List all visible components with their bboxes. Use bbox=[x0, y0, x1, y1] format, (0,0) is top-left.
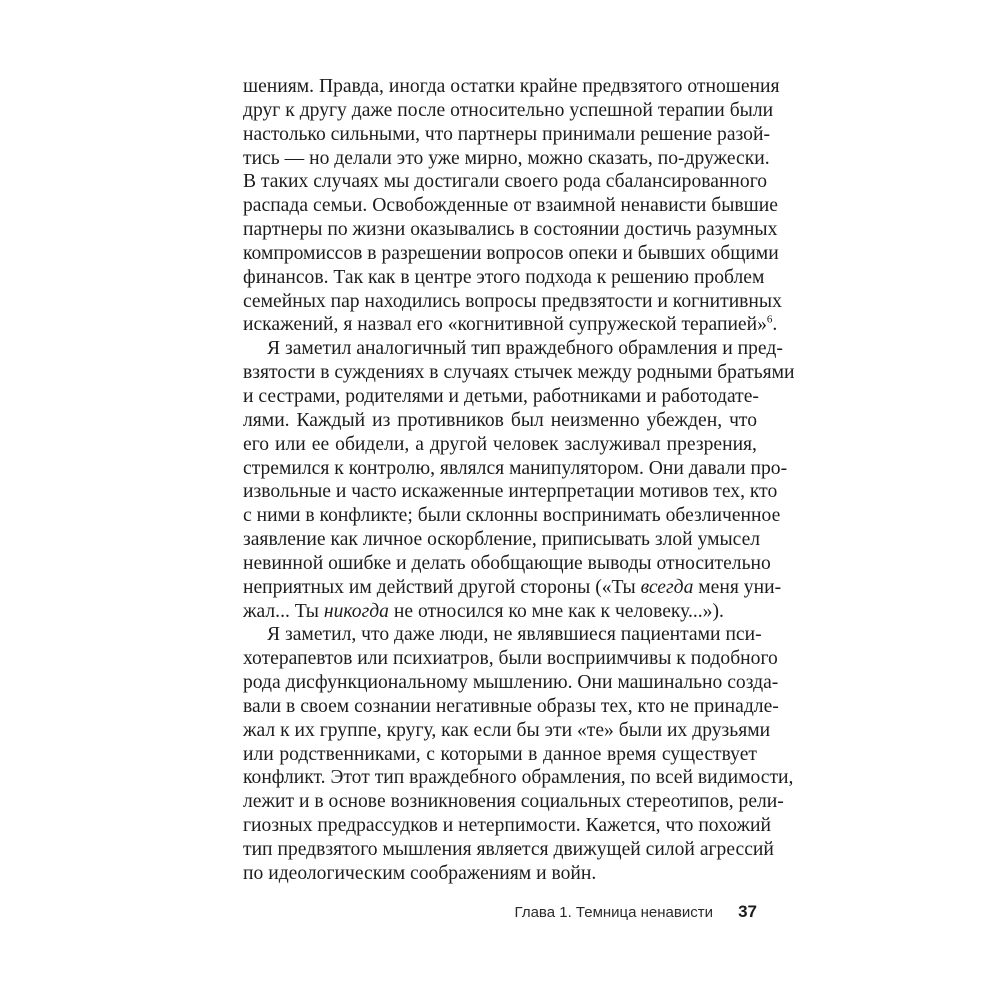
text-line: жал... Ты никогда не относился ко мне как к человеку...»). bbox=[243, 600, 724, 622]
text-line: жал к их группе, кругу, как если бы эти «те» были их друзьями bbox=[243, 719, 771, 741]
text-line: хотерапевтов или психиатров, были восприимчивы к подобного bbox=[243, 648, 778, 670]
italic-word: никогда bbox=[323, 600, 389, 622]
text-line: стремился к контролю, являлся манипулятором. Они давали про- bbox=[243, 457, 788, 479]
text-line: финансов. Так как в центре этого подхода к решению проблем bbox=[243, 266, 765, 288]
text-line: распада семьи. Освобожденные от взаимной ненависти бывшие bbox=[243, 195, 778, 217]
text-line: извольные и часто искаженные интерпретации мотивов тех, кто bbox=[243, 481, 778, 503]
text-line: по идеологическим соображениям и войн. bbox=[243, 862, 597, 884]
text-line: и сестрами, родителями и детьми, работниками и работодате- bbox=[243, 385, 759, 407]
text-line: партнеры по жизни оказывались в состоянии достичь разумных bbox=[243, 219, 778, 241]
footnote-marker[interactable]: 6 bbox=[766, 313, 773, 326]
text-line: Я заметил, что даже люди, не являвшиеся пациентами пси- bbox=[267, 624, 762, 646]
text-line: лежит и в основе возникновения социальных стереотипов, рели- bbox=[243, 791, 784, 813]
text-line: с ними в конфликте; были склонны воспринимать обезличенное bbox=[243, 505, 781, 527]
text-line: семейных пар находились вопросы предвзятости и когнитивных bbox=[243, 290, 782, 312]
text-line: настолько сильными, что партнеры принимали решение разой- bbox=[243, 123, 770, 145]
running-head: Глава 1. Темница ненависти bbox=[514, 904, 713, 921]
text-line: лями. Каждый из противников был неизменно убежден, что bbox=[243, 409, 758, 431]
text-line: гиозных предрассудков и нетерпимости. Кажется, что похожий bbox=[243, 815, 771, 837]
text-line: его или ее обидели, а другой человек заслуживал презрения, bbox=[243, 433, 757, 455]
text-line: искажений, я назвал его «когнитивной супружеской терапией»$^6$. bbox=[243, 313, 778, 336]
page-footer bbox=[243, 902, 757, 926]
text-line: шениям. Правда, иногда остатки крайне предвзятого отношения bbox=[243, 76, 780, 97]
text-line: или родственниками, с которыми в данное время существует bbox=[243, 743, 757, 765]
text-line: тись — но делали это уже мирно, можно сказать, по-дружески. bbox=[243, 147, 770, 169]
text-line: Я заметил аналогичный тип враждебного обрамления и пред- bbox=[267, 338, 783, 360]
italic-word: всегда bbox=[640, 576, 694, 598]
text-line: заявление как личное оскорбление, приписывать злой умысел bbox=[243, 529, 761, 551]
text-line: вали в своем сознании негативные образы тех, кто не принадле- bbox=[243, 695, 779, 717]
text-line: неприятных им действий другой стороны («Ты всегда меня уни- bbox=[243, 576, 782, 598]
text-line: конфликт. Этот тип враждебного обрамления, по всей видимости, bbox=[243, 767, 794, 789]
text-line: тип предвзятого мышления является движущей силой агрессий bbox=[243, 839, 774, 860]
text-line: друг к другу даже после относительно успешной терапии были bbox=[243, 99, 774, 121]
text-line: взятости в суждениях в случаях стычек между родными братьями bbox=[243, 362, 795, 384]
page-number: 37 bbox=[738, 902, 757, 921]
body-text bbox=[243, 75, 795, 886]
text-line: В таких случаях мы достигали своего рода сбалансированного bbox=[243, 171, 768, 193]
text-line: рода дисфункциональному мышлению. Они машинально созда- bbox=[243, 672, 779, 694]
text-line: невинной ошибке и делать обобщающие выводы относительно bbox=[243, 552, 771, 574]
text-line: компромиссов в разрешении вопросов опеки и бывших общими bbox=[243, 242, 779, 264]
